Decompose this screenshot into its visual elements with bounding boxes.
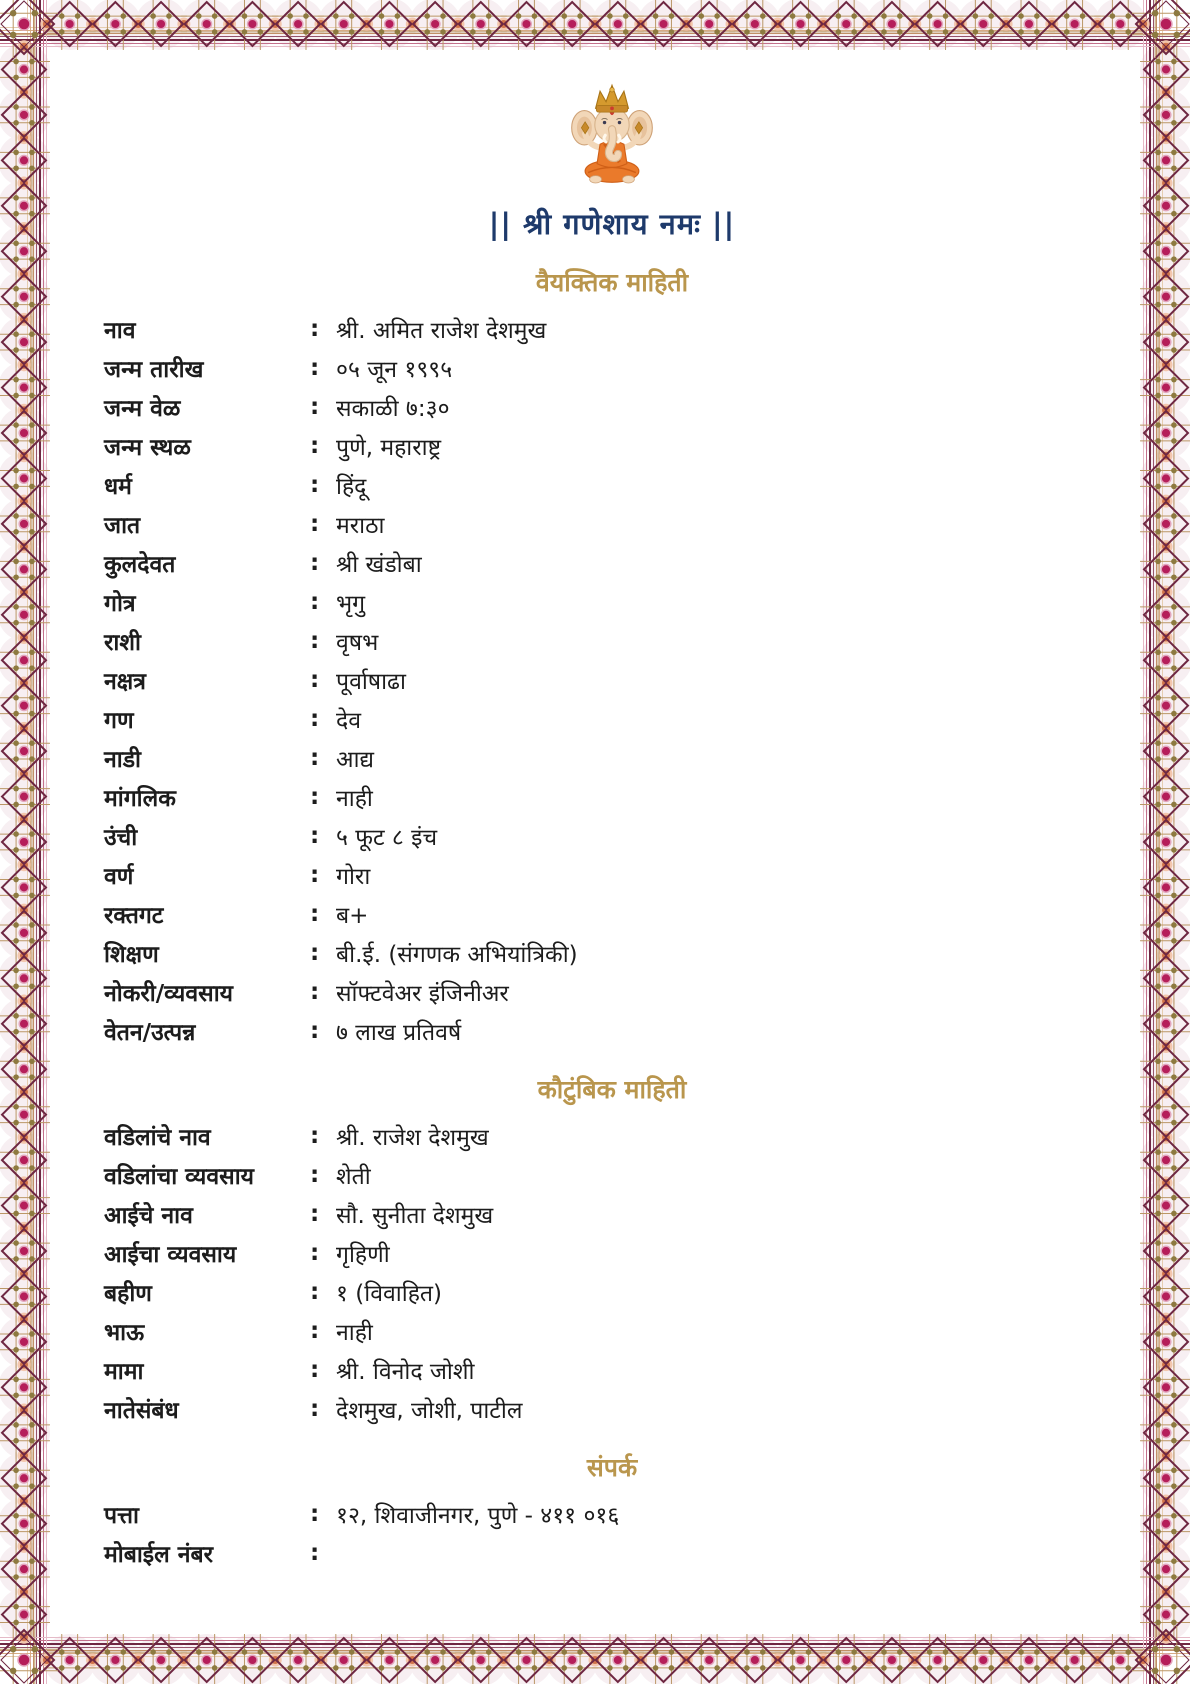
- field-row: [104, 816, 1120, 855]
- field-row: [104, 1233, 1120, 1272]
- field-label: आईचे नाव: [104, 1202, 193, 1229]
- field-value: पूर्वाषाढा: [336, 668, 406, 695]
- field-row: [104, 777, 1120, 816]
- section-title: संपर्क: [586, 1453, 638, 1482]
- field-label: जन्म वेळ: [104, 395, 181, 422]
- field-row: [104, 309, 1120, 348]
- field-value: १ (विवाहित): [336, 1280, 442, 1307]
- field-value: गोरा: [336, 863, 371, 890]
- colon-separator: :: [310, 315, 320, 342]
- colon-separator: :: [310, 900, 320, 927]
- field-row: [104, 582, 1120, 621]
- field-label: मांगलिक: [104, 785, 176, 812]
- colon-separator: :: [310, 939, 320, 966]
- field-row: [104, 972, 1120, 1011]
- colon-separator: :: [310, 549, 320, 576]
- colon-separator: :: [310, 1161, 320, 1188]
- colon-separator: :: [310, 861, 320, 888]
- invocation-title: || श्री गणेशाय नमः ||: [488, 207, 736, 241]
- field-value: सॉफ्टवेअर इंजिनीअर: [336, 980, 509, 1007]
- colon-separator: :: [310, 1122, 320, 1149]
- field-label: मोबाईल नंबर: [104, 1541, 214, 1568]
- colon-separator: :: [310, 471, 320, 498]
- colon-separator: :: [310, 510, 320, 537]
- field-row: [104, 1155, 1120, 1194]
- field-label: नक्षत्र: [104, 668, 146, 695]
- field-value: देशमुख, जोशी, पाटील: [336, 1397, 523, 1424]
- field-value: देव: [336, 707, 362, 734]
- field-label: वडिलांचा व्यवसाय: [104, 1163, 255, 1190]
- colon-separator: :: [310, 588, 320, 615]
- field-label: भाऊ: [104, 1319, 145, 1346]
- biodata-sections: [104, 265, 1120, 1572]
- section-title: कौटुंबिक माहिती: [537, 1075, 687, 1104]
- field-value: नाही: [336, 785, 373, 812]
- field-row: [104, 1311, 1120, 1350]
- colon-separator: :: [310, 1539, 320, 1566]
- field-label: गोत्र: [104, 590, 136, 617]
- field-row: [104, 1350, 1120, 1389]
- field-value: सौ. सुनीता देशमुख: [336, 1202, 494, 1229]
- field-label: जन्म स्थळ: [104, 434, 191, 461]
- colon-separator: :: [310, 1239, 320, 1266]
- field-value: सकाळी ७:३०: [336, 395, 450, 422]
- field-value: श्री. राजेश देशमुख: [336, 1124, 489, 1151]
- colon-separator: :: [310, 666, 320, 693]
- field-row: [104, 543, 1120, 582]
- ganesha-illustration: [567, 80, 657, 192]
- field-label: नाव: [104, 317, 136, 344]
- field-row: [104, 738, 1120, 777]
- field-value: गृहिणी: [336, 1241, 390, 1268]
- field-value: ७ लाख प्रतिवर्ष: [336, 1019, 462, 1046]
- field-row: [104, 1389, 1120, 1428]
- field-label: धर्म: [104, 473, 132, 500]
- field-label: जात: [104, 512, 141, 539]
- field-label: शिक्षण: [104, 941, 159, 968]
- colon-separator: :: [310, 393, 320, 420]
- colon-separator: :: [310, 432, 320, 459]
- field-label: वडिलांचे नाव: [104, 1124, 211, 1151]
- colon-separator: :: [310, 978, 320, 1005]
- field-value: मराठा: [336, 512, 385, 539]
- colon-separator: :: [310, 1278, 320, 1305]
- ganesha-icon: [104, 80, 1120, 192]
- field-label: नाडी: [104, 746, 141, 773]
- field-value: ब+: [336, 902, 369, 929]
- field-value: ५ फूट ८ इंच: [336, 824, 438, 851]
- field-value: आद्य: [336, 746, 374, 773]
- field-label: मामा: [104, 1358, 144, 1385]
- field-row: [104, 1272, 1120, 1311]
- colon-separator: :: [310, 822, 320, 849]
- field-value: ०५ जून १९९५: [336, 356, 453, 383]
- field-value: श्री खंडोबा: [336, 551, 422, 578]
- colon-separator: :: [310, 1200, 320, 1227]
- field-value: पुणे, महाराष्ट्र: [336, 434, 442, 461]
- colon-separator: :: [310, 744, 320, 771]
- biodata-content: [104, 52, 1120, 1572]
- field-row: [104, 1194, 1120, 1233]
- colon-separator: :: [310, 1317, 320, 1344]
- field-row: [104, 465, 1120, 504]
- field-row: [104, 348, 1120, 387]
- field-row: [104, 699, 1120, 738]
- field-label: नोकरी/व्यवसाय: [104, 980, 233, 1007]
- field-label: पत्ता: [104, 1502, 139, 1529]
- field-value: श्री. विनोद जोशी: [336, 1358, 475, 1385]
- field-label: बहीण: [104, 1280, 152, 1307]
- field-value: वृषभ: [336, 629, 379, 656]
- field-label: वर्ण: [104, 863, 134, 890]
- colon-separator: :: [310, 1017, 320, 1044]
- field-label: कुलदेवत: [104, 551, 176, 578]
- field-row: [104, 387, 1120, 426]
- field-row: [104, 1116, 1120, 1155]
- colon-separator: :: [310, 1356, 320, 1383]
- field-row: [104, 1533, 1120, 1572]
- field-value: श्री. अमित राजेश देशमुख: [336, 317, 547, 344]
- field-row: [104, 621, 1120, 660]
- colon-separator: :: [310, 783, 320, 810]
- colon-separator: :: [310, 627, 320, 654]
- field-value: हिंदू: [336, 473, 367, 500]
- colon-separator: :: [310, 705, 320, 732]
- field-value: नाही: [336, 1319, 373, 1346]
- field-label: वेतन/उत्पन्न: [104, 1019, 196, 1046]
- section-title: वैयक्तिक माहिती: [535, 268, 689, 297]
- field-row: [104, 504, 1120, 543]
- colon-separator: :: [310, 1395, 320, 1422]
- field-value: भृगु: [336, 590, 366, 617]
- field-row: [104, 933, 1120, 972]
- field-label: नातेसंबंध: [104, 1397, 179, 1424]
- field-label: गण: [104, 707, 134, 734]
- field-label: राशी: [104, 629, 141, 656]
- field-row: [104, 426, 1120, 465]
- colon-separator: :: [310, 354, 320, 381]
- field-row: [104, 894, 1120, 933]
- field-value: बी.ई. (संगणक अभियांत्रिकी): [336, 941, 578, 968]
- field-row: [104, 855, 1120, 894]
- field-row: [104, 1494, 1120, 1533]
- colon-separator: :: [310, 1500, 320, 1527]
- field-row: [104, 660, 1120, 699]
- field-value: शेती: [336, 1163, 371, 1190]
- field-label: आईचा व्यवसाय: [104, 1241, 237, 1268]
- field-label: रक्तगट: [104, 902, 164, 929]
- field-label: जन्म तारीख: [104, 356, 204, 383]
- field-label: उंची: [104, 824, 138, 851]
- field-row: [104, 1011, 1120, 1050]
- field-value: १२, शिवाजीनगर, पुणे - ४११ ०१६: [336, 1502, 620, 1529]
